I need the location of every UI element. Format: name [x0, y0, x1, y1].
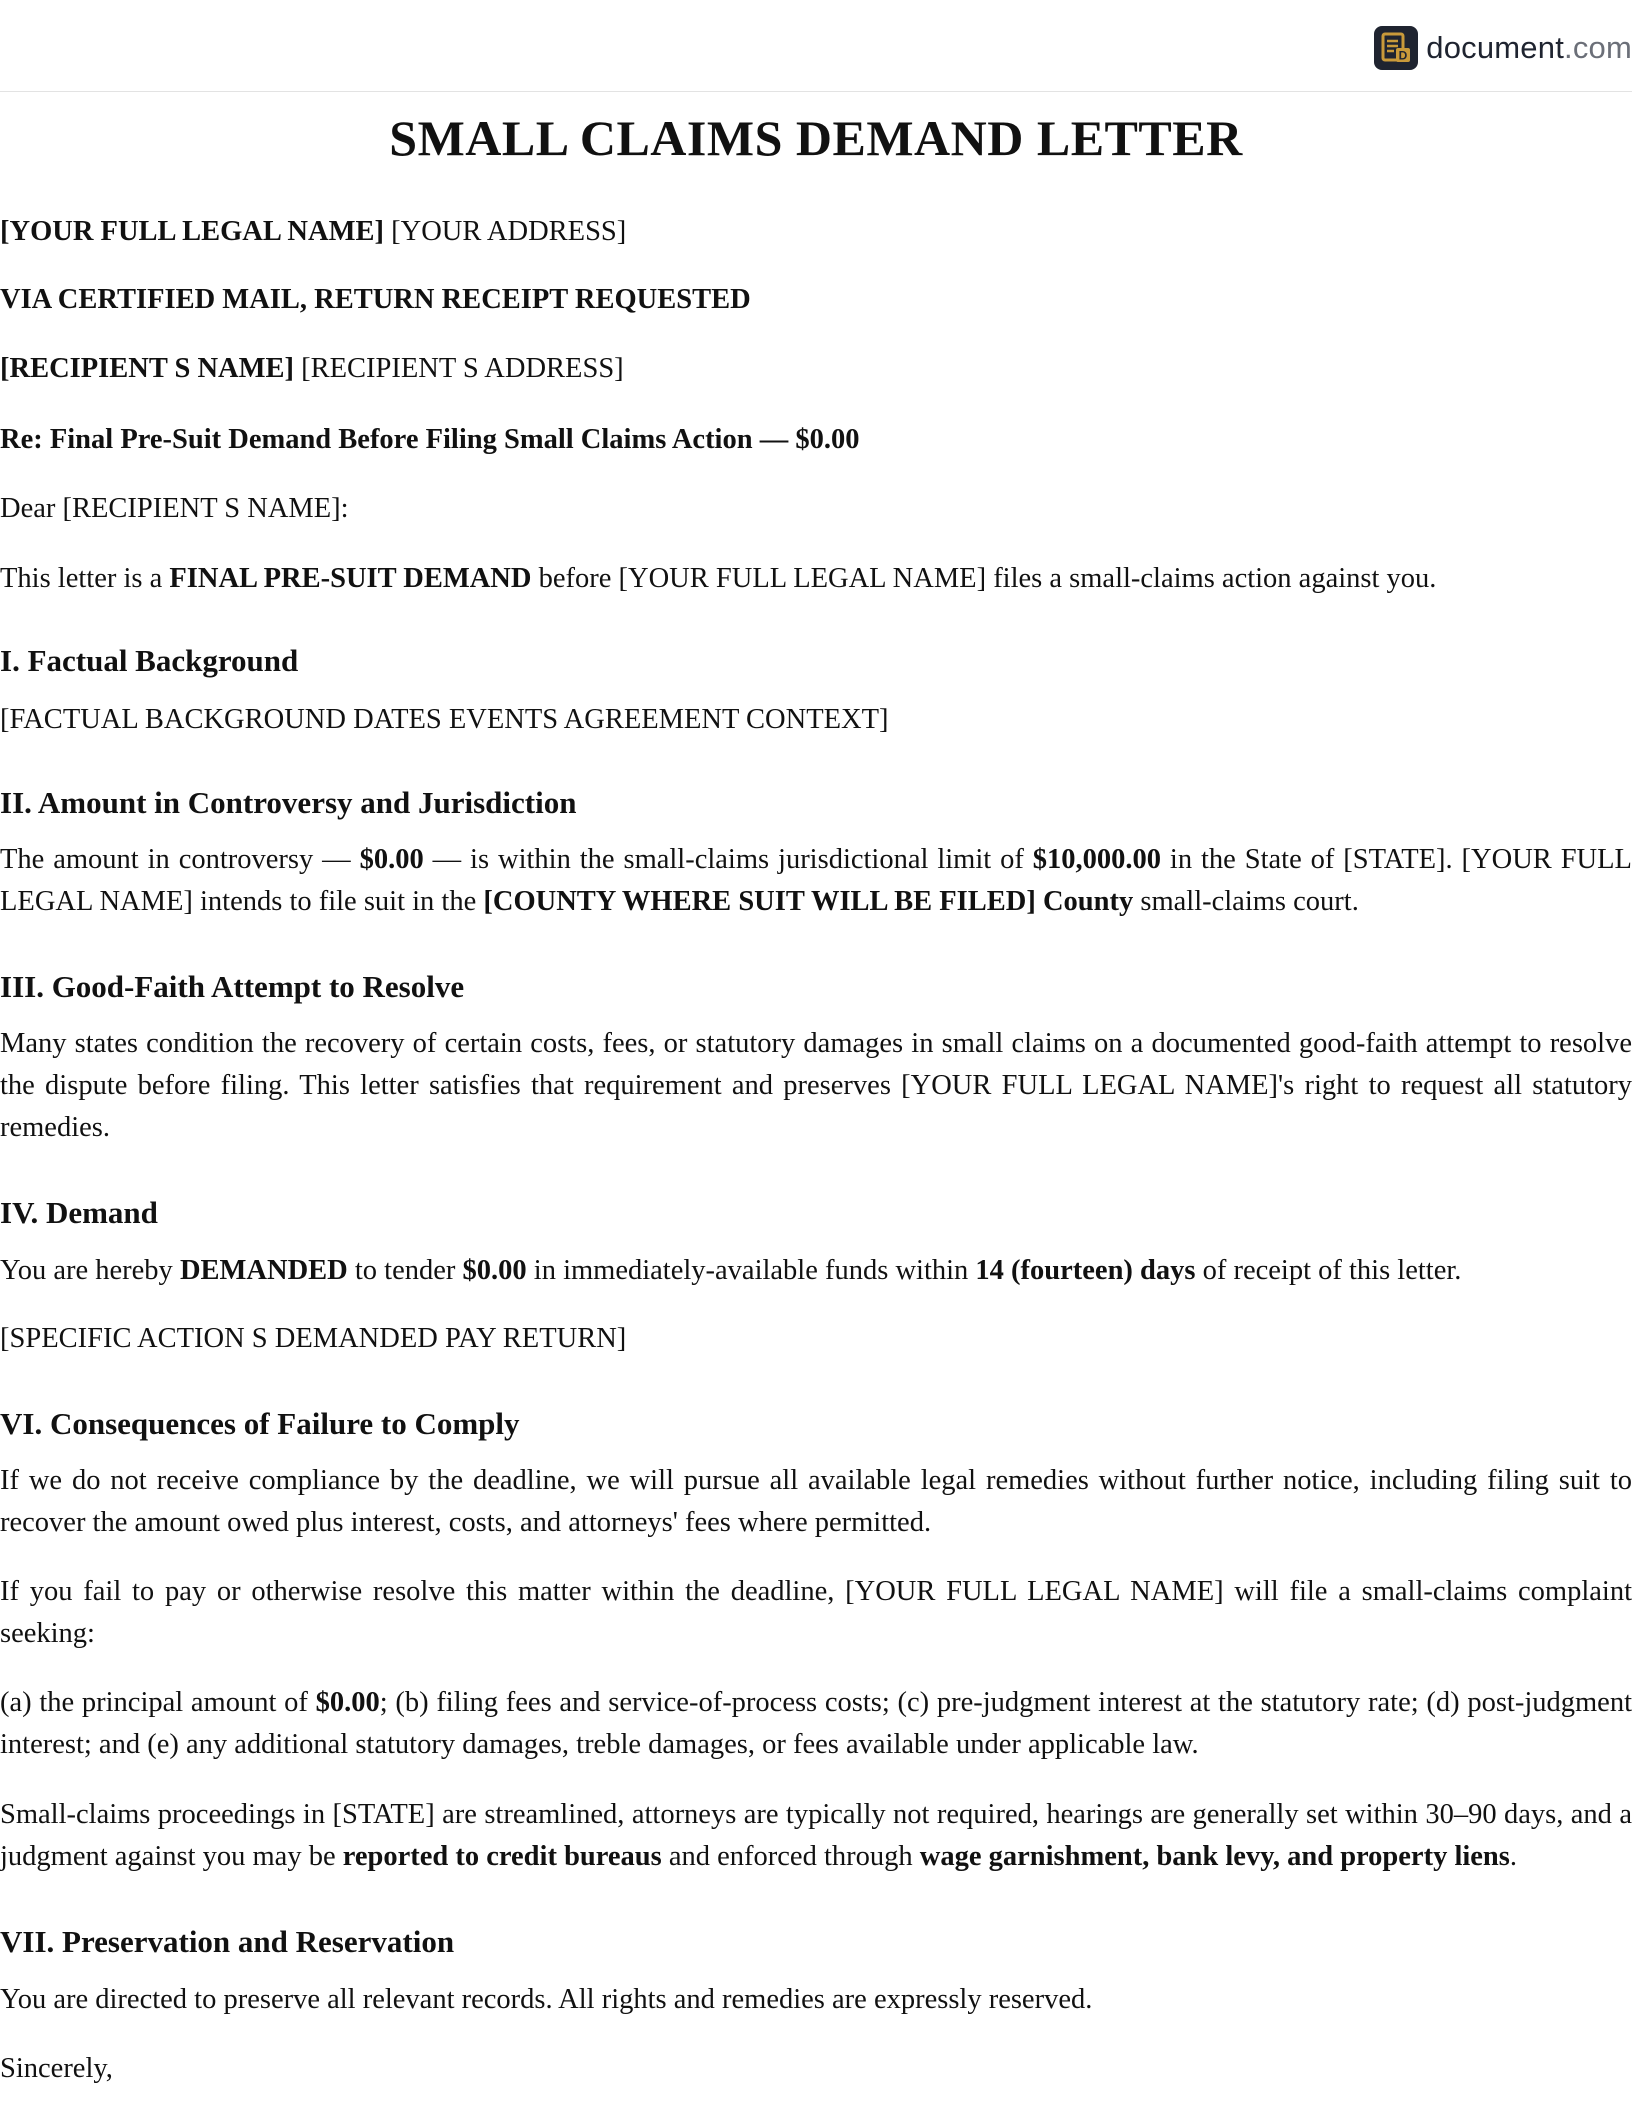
intro-text-1: This letter is a: [0, 563, 170, 594]
sender-block: [0, 211, 1632, 253]
top-bar: [0, 0, 1632, 92]
s6-p4-text-2: and enforced through: [661, 1841, 920, 1872]
recipient-block: [0, 348, 1632, 390]
s2-amount: $0.00: [359, 844, 424, 875]
s6-p4-text-3: .: [1509, 1841, 1517, 1872]
document-logo-icon: [1374, 26, 1418, 70]
s2-text-3: in the State of [STATE]. [YOUR FULL LEGAL NAME] intends to file suit in the: [0, 844, 1632, 917]
s4-text-1: You are hereby: [0, 1255, 180, 1286]
s4-demanded: DEMANDED: [179, 1255, 348, 1286]
section-heading-good-faith: III. Good-Faith Attempt to Resolve: [0, 969, 465, 1004]
s6-p3-text-2: ; (b) filing fees and service-of-process costs; (c) pre-judgment interest at the statutory rate; (d) post-judgment interest; and (e) any additional statutory damages, treble damages, or fees available under applicable law.: [0, 1687, 1632, 1760]
intro-bold: FINAL PRE-SUIT DEMAND: [169, 563, 532, 594]
recipient-name: [RECIPIENT S NAME]: [0, 353, 295, 384]
s4-amount: $0.00: [462, 1255, 527, 1286]
salutation: Dear [RECIPIENT S NAME]:: [0, 493, 349, 524]
s4-text-3: in immediately-available funds within: [526, 1255, 976, 1286]
s6-p4-bold-1: reported to credit bureaus: [342, 1841, 662, 1872]
s6-p4-bold-2: wage garnishment, bank levy, and property liens: [919, 1841, 1510, 1872]
s2-text-2: — is within the small-claims jurisdictional limit of: [423, 844, 1033, 875]
factual-background-body: [FACTUAL BACKGROUND DATES EVENTS AGREEMENT CONTEXT]: [0, 704, 889, 735]
s6-p3-amount: $0.00: [315, 1687, 380, 1718]
section-heading-demand: IV. Demand: [0, 1195, 158, 1230]
brand-name: document: [1426, 30, 1565, 65]
s4-text-2: to tender: [347, 1255, 463, 1286]
amount-jurisdiction-body: [0, 839, 1632, 923]
good-faith-body: Many states condition the recovery of certain costs, fees, or statutory damages in small claims on a documented good-faith attempt to resolve the dispute before filing. This letter satisfies that requirement and preserves [YOUR FULL LEGAL NAME]'s right to request all statutory remedies.: [0, 1028, 1632, 1143]
delivery-method: [0, 279, 1632, 321]
consequences-paragraph-1: If we do not receive compliance by the deadline, we will pursue all available legal remedies without further notice, including filing suit to recover the amount owed plus interest, costs, and attorneys' fees where permitted.: [0, 1465, 1632, 1538]
delivery-method-text: VIA CERTIFIED MAIL, RETURN RECEIPT REQUESTED: [0, 284, 751, 315]
re-line-text: Re: Final Pre-Suit Demand Before Filing Small Claims Action — $0.00: [0, 424, 860, 455]
section-heading-preservation: VII. Preservation and Reservation: [0, 1924, 455, 1959]
recipient-address: [RECIPIENT S ADDRESS]: [301, 353, 624, 384]
s2-county: [COUNTY WHERE SUIT WILL BE FILED] County: [483, 886, 1134, 917]
specific-action-demanded: [SPECIFIC ACTION S DEMANDED PAY RETURN]: [0, 1323, 627, 1354]
section-heading-consequences: VI. Consequences of Failure to Comply: [0, 1406, 520, 1441]
closing: Sincerely,: [0, 2053, 113, 2084]
s2-limit: $10,000.00: [1032, 844, 1161, 875]
consequences-paragraph-2: If you fail to pay or otherwise resolve this matter within the deadline, [YOUR FULL LEGAL NAME] will file a small-claims complaint seeking:: [0, 1576, 1632, 1649]
intro-text-2: before [YOUR FULL LEGAL NAME] files a small-claims action against you.: [531, 563, 1437, 594]
brand-tld: .com: [1564, 30, 1632, 65]
s6-p3-text-1: (a) the principal amount of: [0, 1687, 316, 1718]
s2-text-4: small-claims court.: [1133, 886, 1359, 917]
sender-name: [YOUR FULL LEGAL NAME]: [0, 216, 384, 247]
document-title: SMALL CLAIMS DEMAND LETTER: [389, 110, 1243, 166]
s6-p4-text-1: Small-claims proceedings in [STATE] are streamlined, attorneys are typically not required, hearings are generally set within 30–90 days, and a judgment against you may be: [0, 1799, 1632, 1872]
sender-address: [YOUR ADDRESS]: [391, 216, 627, 247]
intro-paragraph: [0, 558, 1632, 600]
section-heading-factual-background: I. Factual Background: [0, 643, 299, 678]
section-heading-amount-jurisdiction: II. Amount in Controversy and Jurisdiction: [0, 785, 577, 820]
brand-wordmark: [1426, 30, 1632, 66]
demand-body: [0, 1250, 1632, 1292]
re-line: [0, 419, 1632, 461]
s4-text-4: of receipt of this letter.: [1195, 1255, 1462, 1286]
s4-deadline: 14 (fourteen) days: [975, 1255, 1196, 1286]
consequences-paragraph-3: [0, 1682, 1632, 1766]
s2-text-1: The amount in controversy —: [0, 844, 360, 875]
consequences-paragraph-4: [0, 1794, 1632, 1878]
svg-text:D: D: [1398, 48, 1408, 63]
preservation-body: You are directed to preserve all relevant records. All rights and remedies are expressly reserved.: [0, 1984, 1093, 2015]
brand-logo[interactable]: [1374, 26, 1632, 70]
